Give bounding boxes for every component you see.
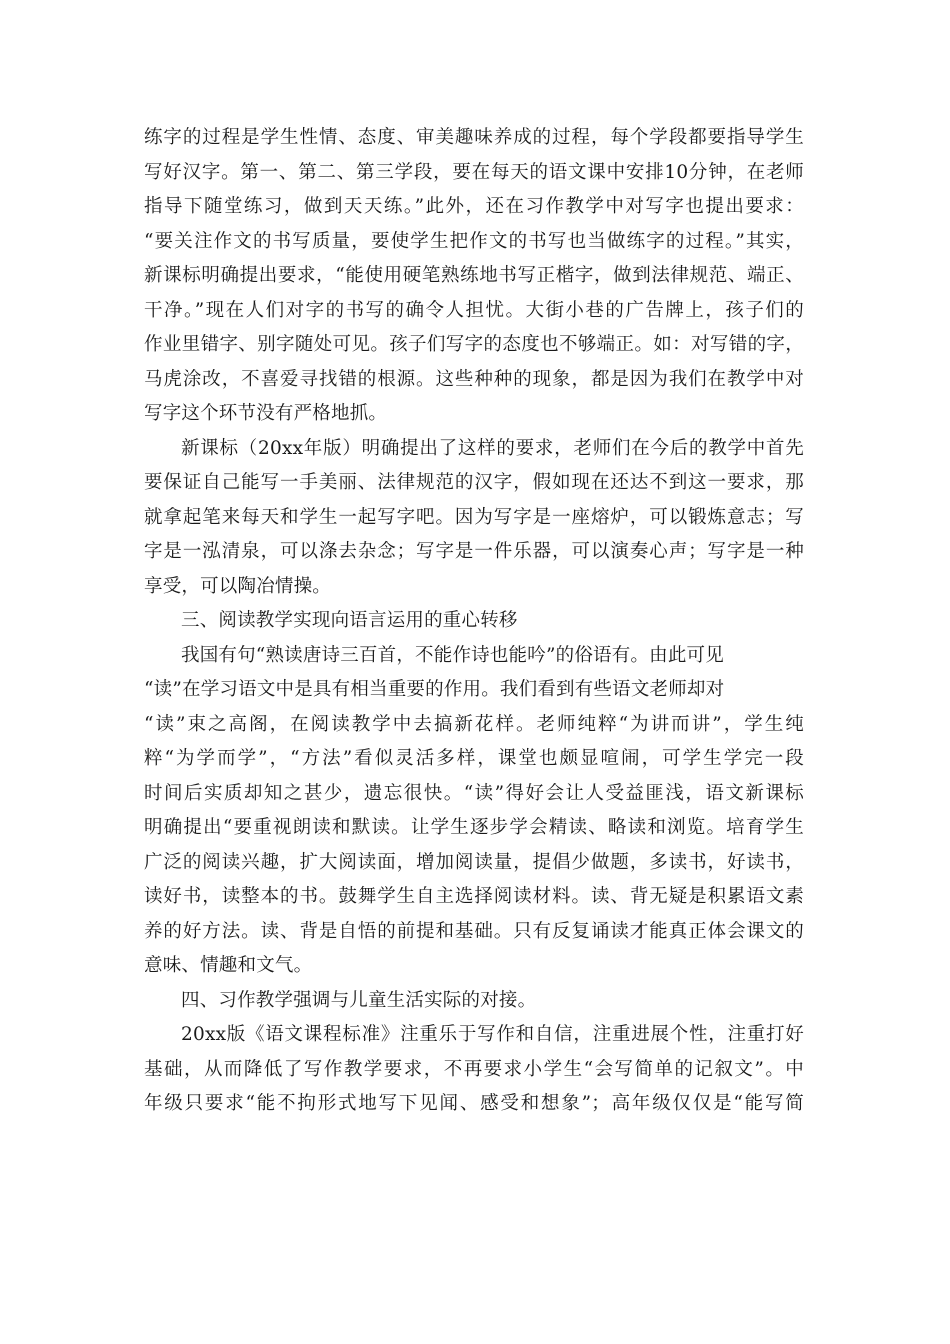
section-heading: 三、阅读教学实现向语言运用的重心转移 (181, 610, 518, 631)
text-line: 意味、情趣和文气。 (144, 955, 313, 976)
text-line: 新课标明确提出要求，“能使用硬笔熟练地书写正楷字，做到法律规范、端正、 (144, 265, 804, 286)
text-line: 干净。”现在人们对字的书写的确令人担忧。大街小巷的广告牌上，孩子们的 (144, 299, 804, 321)
text-line: 写字这个环节没有严格地抓。 (144, 403, 388, 424)
text-line: 读好书，读整本的书。鼓舞学生自主选择阅读材料。读、背无疑是积累语文素 (144, 886, 804, 907)
paragraph-start-line: 我国有句“熟读唐诗三百首，不能作诗也能吟”的俗语有。由此可见 (181, 644, 724, 666)
text-line: “读”束之高阁，在阅读教学中去搞新花样。老师纯粹“为讲而讲”，学生纯 (144, 713, 804, 735)
text-line: 就拿起笔来每天和学生一起写字吧。因为写字是一座熔炉，可以锻炼意志；写 (144, 506, 804, 528)
paragraph-start-line: 新课标（20xx年版）明确提出了这样的要求，老师们在今后的教学中首先 (181, 437, 804, 459)
text-line: 基础，从而降低了写作教学要求，不再要求小学生“会写简单的记叙文”。中 (144, 1058, 804, 1080)
text-line: 写好汉字。第一、第二、第三学段，要在每天的语文课中安排10分钟，在老师 (144, 161, 804, 183)
text-line: 字是一泓清泉，可以涤去杂念；写字是一件乐器，可以演奏心声；写字是一种 (144, 541, 804, 562)
text-line: 马虎涂改，不喜爱寻找错的根源。这些种种的现象，都是因为我们在教学中对 (144, 368, 804, 390)
text-line: 养的好方法。读、背是自悟的前提和基础。只有反复诵读才能真正体会课文的 (144, 920, 804, 942)
text-line: 年级只要求“能不拘形式地写下见闻、感受和想象”；高年级仅仅是“能写简 (144, 1093, 804, 1114)
text-line: 要保证自己能写一手美丽、法律规范的汉字，假如现在还达不到这一要求，那 (144, 472, 804, 493)
text-line: 时间后实质却知之甚少，遗忘很快。“读”得好会让人受益匪浅，语文新课标 (144, 782, 804, 804)
text-line: 享受，可以陶冶情操。 (144, 575, 332, 597)
text-line: 明确提出“要重视朗读和默读。让学生逐步学会精读、略读和浏览。培育学生 (144, 817, 804, 838)
text-line: 广泛的阅读兴趣，扩大阅读面，增加阅读量，提倡少做题，多读书，好读书， (144, 851, 804, 873)
section-heading: 四、习作教学强调与儿童生活实际的对接。 (181, 989, 537, 1011)
text-line: 粹“为学而学”，“方法”看似灵活多样，课堂也颇显喧闹，可学生学完一段 (144, 748, 804, 769)
text-line: 练字的过程是学生性情、态度、审美趣味养成的过程，每个学段都要指导学生 (144, 127, 804, 148)
body-text (144, 121, 804, 1122)
text-line: 指导下随堂练习，做到天天练。”此外，还在习作教学中对写字也提出要求： (144, 196, 804, 217)
text-line: 作业里错字、别字随处可见。孩子们写字的态度也不够端正。如：对写错的字， (144, 334, 804, 355)
paragraph-start-line: 20xx版《语文课程标准》注重乐于写作和自信，注重进展个性，注重打好 (181, 1024, 804, 1045)
text-line: “读”在学习语文中是具有相当重要的作用。我们看到有些语文老师却对 (144, 679, 725, 700)
text-line: “要关注作文的书写质量，要使学生把作文的书写也当做练字的过程。”其实， (144, 230, 804, 252)
